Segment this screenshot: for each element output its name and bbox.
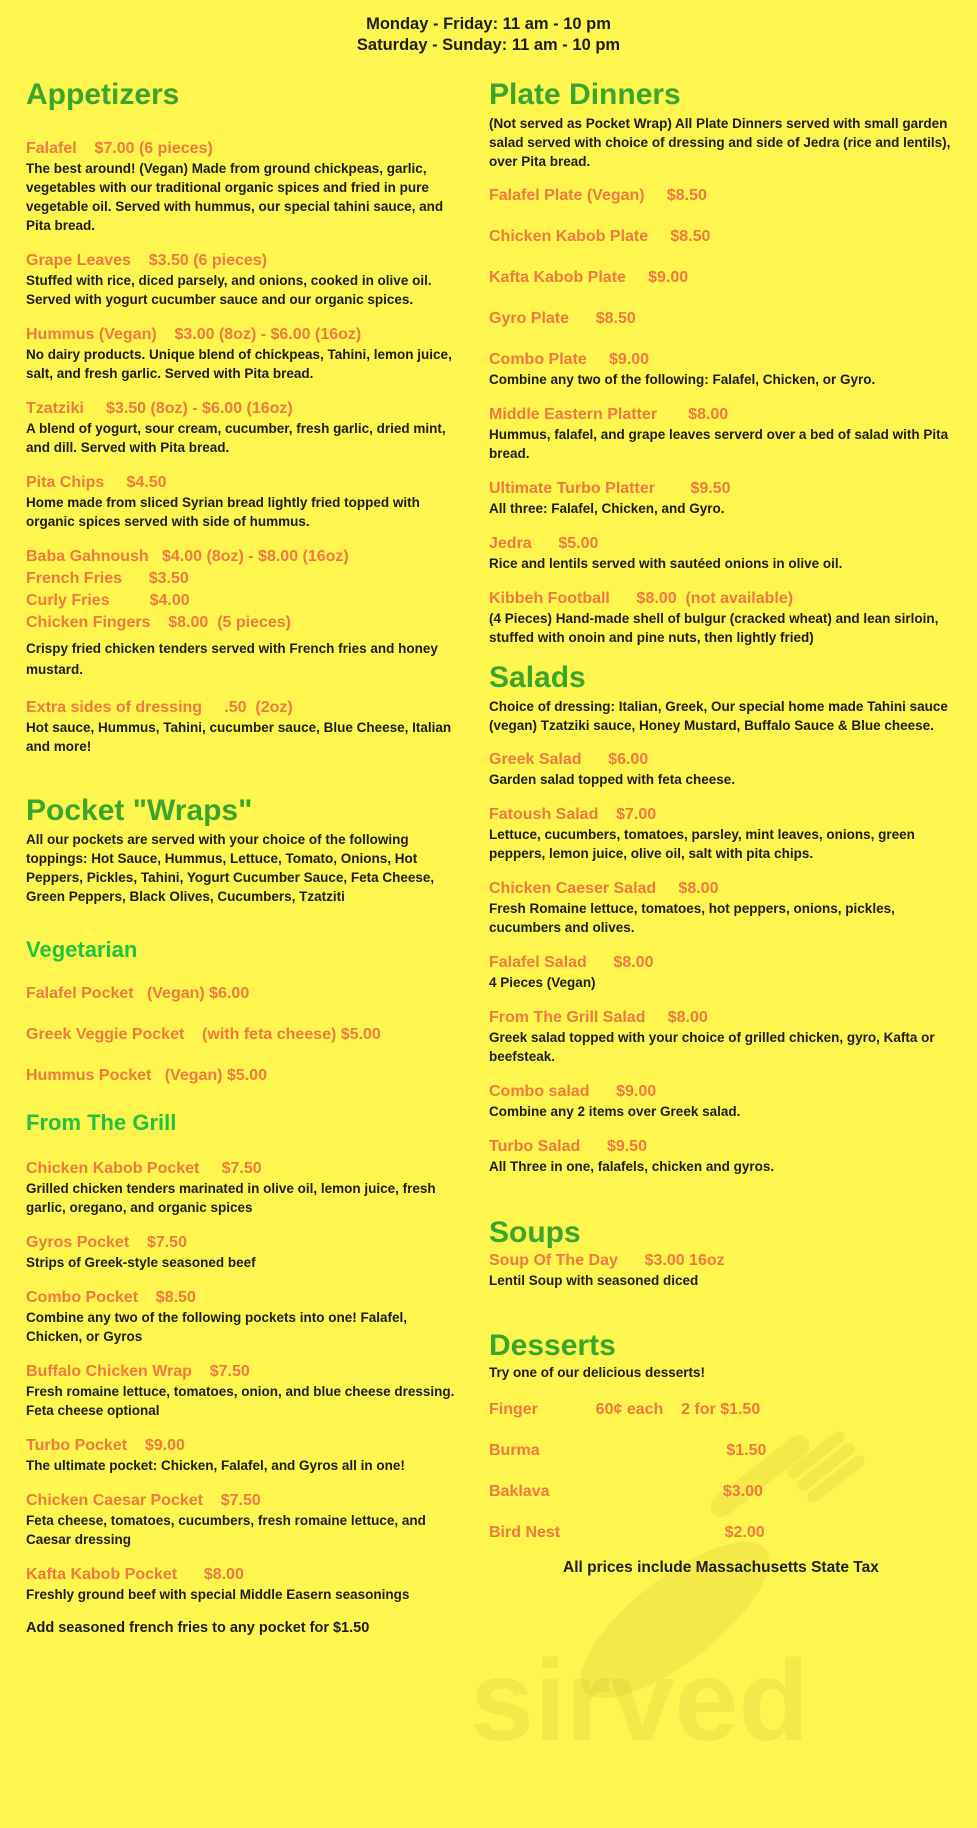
menu-item xyxy=(26,1361,466,1420)
item-title: Combo salad $9.00 xyxy=(489,1083,657,1100)
item-description: The best around! (Vegan) Made from ground chickpeas, garlic, vegetables with our traditional organic spices and fried in pure vegetable oil. Served with hummus, our special tahini sauce, and Pita bread. xyxy=(26,161,444,233)
menu-item xyxy=(489,478,959,518)
item-description: Strips of Greek-style seasoned beef xyxy=(26,1255,256,1270)
menu-item-group xyxy=(26,546,466,680)
item-description: Freshly ground beef with special Middle Easern seasonings xyxy=(26,1587,410,1602)
item-description: All three: Falafel, Chicken, and Gyro. xyxy=(489,501,725,516)
item-title: Chicken Caesar Pocket $7.50 xyxy=(26,1492,261,1509)
item-description: Hot sauce, Hummus, Tahini, cucumber sauce, Blue Cheese, Italian and more! xyxy=(26,720,452,754)
section-title-pockets: Pocket "Wraps" xyxy=(26,794,253,827)
hours-weekend: Saturday - Sunday: 11 am - 10 pm xyxy=(356,36,621,54)
item-description: (4 Pieces) Hand-made shell of bulgur (cracked wheat) and lean sirloin, stuffed with onoin and pine nuts, then lightly fried) xyxy=(489,611,939,645)
item-title: Kafta Kabob Plate $9.00 xyxy=(489,269,689,286)
item-title: Kafta Kabob Pocket $8.00 xyxy=(26,1566,244,1583)
item-title: Baklava $3.00 xyxy=(489,1483,763,1500)
item-description: Lettuce, cucumbers, tomatoes, parsley, mint leaves, onions, green peppers, lemon juice, olive oil, salt with pita chips. xyxy=(489,827,915,861)
item-description: Stuffed with rice, diced parsely, and onions, cooked in olive oil. Served with yogurt cucumber sauce and our organic spices. xyxy=(26,273,432,307)
item-title: Chicken Kabob Pocket $7.50 xyxy=(26,1160,262,1177)
section-title-desserts: Desserts xyxy=(489,1329,616,1362)
menu-item xyxy=(26,1232,466,1272)
item-title: Falafel Salad $8.00 xyxy=(489,954,654,971)
item-title: Hummus Pocket (Vegan) $5.00 xyxy=(26,1067,267,1084)
item-title: Fatoush Salad $7.00 xyxy=(489,806,657,823)
watermark-text: sirved xyxy=(470,1637,809,1765)
item-description: Garden salad topped with feta cheese. xyxy=(489,772,736,787)
item-title: Kibbeh Football $8.00 (not available) xyxy=(489,590,794,607)
tax-note: All prices include Massachusetts State Tax xyxy=(563,1559,879,1576)
menu-item xyxy=(489,952,959,992)
item-title: Falafel $7.00 (6 pieces) xyxy=(26,140,213,157)
item-title: Turbo Pocket $9.00 xyxy=(26,1437,185,1454)
item-description: Combine any two of the following: Falafel, Chicken, or Gyro. xyxy=(489,372,876,387)
section-title-plates: Plate Dinners xyxy=(489,78,681,111)
menu-item xyxy=(26,250,466,309)
menu-item xyxy=(26,1564,466,1604)
item-description: Feta cheese, tomatoes, cucumbers, fresh romaine lettuce, and Caesar dressing xyxy=(26,1513,426,1547)
menu-item xyxy=(489,533,959,573)
item-description: Fresh Romaine lettuce, tomatoes, hot peppers, onions, pickles, cucumbers and olives. xyxy=(489,901,895,935)
item-description: Fresh romaine lettuce, tomatoes, onion, and blue cheese dressing. Feta cheese optional xyxy=(26,1384,455,1418)
section-intro: All our pockets are served with your choice of the following toppings: Hot Sauce, Hummus, Lettuce, Tomato, Onions, Hot Peppers, Pickles, Tahini, Yogurt Cucumber Sauce, Feta Cheese, Green Peppers, Black Olives, Cucumbers, Tzatziti xyxy=(26,832,435,904)
item-title: Chicken Kabob Plate $8.50 xyxy=(489,228,711,245)
menu-item xyxy=(489,1007,959,1066)
menu-item xyxy=(26,1435,466,1475)
item-title: Turbo Salad $9.50 xyxy=(489,1138,647,1155)
item-description: Greek salad topped with your choice of grilled chicken, gyro, Kafta or beefsteak. xyxy=(489,1030,935,1064)
fries-note: Add seasoned french fries to any pocket for $1.50 xyxy=(26,1620,370,1636)
section-title-salads: Salads xyxy=(489,661,586,694)
item-description: The ultimate pocket: Chicken, Falafel, and Gyros all in one! xyxy=(26,1458,405,1473)
item-description: Hummus, falafel, and grape leaves serverd over a bed of salad with Pita bread. xyxy=(489,427,949,461)
item-title: Chicken Fingers $8.00 (5 pieces) xyxy=(26,614,291,631)
menu-item xyxy=(26,697,466,756)
item-title: Gyro Plate $8.50 xyxy=(489,310,636,327)
item-title: Hummus (Vegan) $3.00 (8oz) - $6.00 (16oz) xyxy=(26,326,362,343)
item-title: Greek Veggie Pocket (with feta cheese) $5.00 xyxy=(26,1026,381,1043)
menu-item xyxy=(26,138,466,235)
item-title: Middle Eastern Platter $8.00 xyxy=(489,406,729,423)
item-title: Gyros Pocket $7.50 xyxy=(26,1234,187,1251)
item-title: Chicken Caeser Salad $8.00 xyxy=(489,880,719,897)
item-title: Combo Plate $9.00 xyxy=(489,351,650,368)
menu-item xyxy=(489,588,959,647)
right-column xyxy=(489,78,959,1578)
item-title: Bird Nest $2.00 xyxy=(489,1524,765,1541)
menu-item xyxy=(489,804,959,863)
section-title-soups: Soups xyxy=(489,1216,581,1249)
subsection-title-vegetarian: Vegetarian xyxy=(26,937,138,962)
item-title: Curly Fries $4.00 xyxy=(26,592,190,609)
item-description: Combine any 2 items over Greek salad. xyxy=(489,1104,741,1119)
hours-weekday: Monday - Friday: 11 am - 10 pm xyxy=(366,15,611,33)
item-title: French Fries $3.50 xyxy=(26,570,189,587)
menu-item xyxy=(489,878,959,937)
item-title: Soup Of The Day $3.00 16oz xyxy=(489,1252,725,1269)
menu-item xyxy=(489,1081,959,1121)
item-description: All Three in one, falafels, chicken and gyros. xyxy=(489,1159,775,1174)
item-title: Tzatziki $3.50 (8oz) - $6.00 (16oz) xyxy=(26,400,293,417)
menu-item xyxy=(489,404,959,463)
item-description: Combine any two of the following pockets into one! Falafel, Chicken, or Gyros xyxy=(26,1310,408,1344)
section-intro: (Not served as Pocket Wrap) All Plate Dinners served with small garden salad served with choice of dressing and side of Jedra (rice and lentils), over Pita bread. xyxy=(489,116,951,169)
item-title: Jedra $5.00 xyxy=(489,535,599,552)
menu-item xyxy=(489,749,959,789)
item-description: A blend of yogurt, sour cream, cucumber, fresh garlic, dried mint, and dill. Served with Pita bread. xyxy=(26,421,446,455)
item-title: Falafel Plate (Vegan) $8.50 xyxy=(489,187,707,204)
opening-hours xyxy=(0,14,977,56)
item-title: Extra sides of dressing .50 (2oz) xyxy=(26,699,293,716)
item-title: From The Grill Salad $8.00 xyxy=(489,1009,708,1026)
menu-item xyxy=(26,1158,466,1217)
item-description: Crispy fried chicken tenders served with French fries and honey mustard. xyxy=(26,641,438,677)
item-title: Baba Gahnoush $4.00 (8oz) - $8.00 (16oz) xyxy=(26,548,349,565)
section-title-appetizers: Appetizers xyxy=(26,78,180,111)
item-description: Home made from sliced Syrian bread lightly fried topped with organic spices served with side of hummus. xyxy=(26,495,420,529)
menu-item xyxy=(489,1136,959,1176)
item-title: Burma $1.50 xyxy=(489,1442,767,1459)
item-title: Ultimate Turbo Platter $9.50 xyxy=(489,480,731,497)
left-column xyxy=(26,78,466,1638)
item-title: Grape Leaves $3.50 (6 pieces) xyxy=(26,252,268,269)
item-description: Lentil Soup with seasoned diced xyxy=(489,1273,699,1288)
item-title: Finger 60¢ each 2 for $1.50 xyxy=(489,1401,761,1418)
menu-item xyxy=(26,1490,466,1549)
section-intro: Try one of our delicious desserts! xyxy=(489,1365,706,1380)
item-title: Pita Chips $4.50 xyxy=(26,474,167,491)
item-description: Grilled chicken tenders marinated in olive oil, lemon juice, fresh garlic, oregano, and organic spices xyxy=(26,1181,436,1215)
subsection-title-grill: From The Grill xyxy=(26,1110,177,1135)
item-title: Combo Pocket $8.50 xyxy=(26,1289,196,1306)
menu-item xyxy=(26,472,466,531)
item-description: No dairy products. Unique blend of chickpeas, Tahini, lemon juice, salt, and fresh garlic. Served with Pita bread. xyxy=(26,347,452,381)
menu-item xyxy=(26,324,466,383)
item-description: Rice and lentils served with sautéed onions in olive oil. xyxy=(489,556,843,571)
menu-item xyxy=(26,1287,466,1346)
item-title: Greek Salad $6.00 xyxy=(489,751,649,768)
section-intro: Choice of dressing: Italian, Greek, Our special home made Tahini sauce (vegan) Tzatziki sauce, Honey Mustard, Buffalo Sauce & Blue cheese. xyxy=(489,699,948,733)
item-title: Falafel Pocket (Vegan) $6.00 xyxy=(26,985,250,1002)
item-title: Buffalo Chicken Wrap $7.50 xyxy=(26,1363,250,1380)
menu-item xyxy=(26,398,466,457)
item-description: 4 Pieces (Vegan) xyxy=(489,975,596,990)
menu-item xyxy=(489,349,959,389)
